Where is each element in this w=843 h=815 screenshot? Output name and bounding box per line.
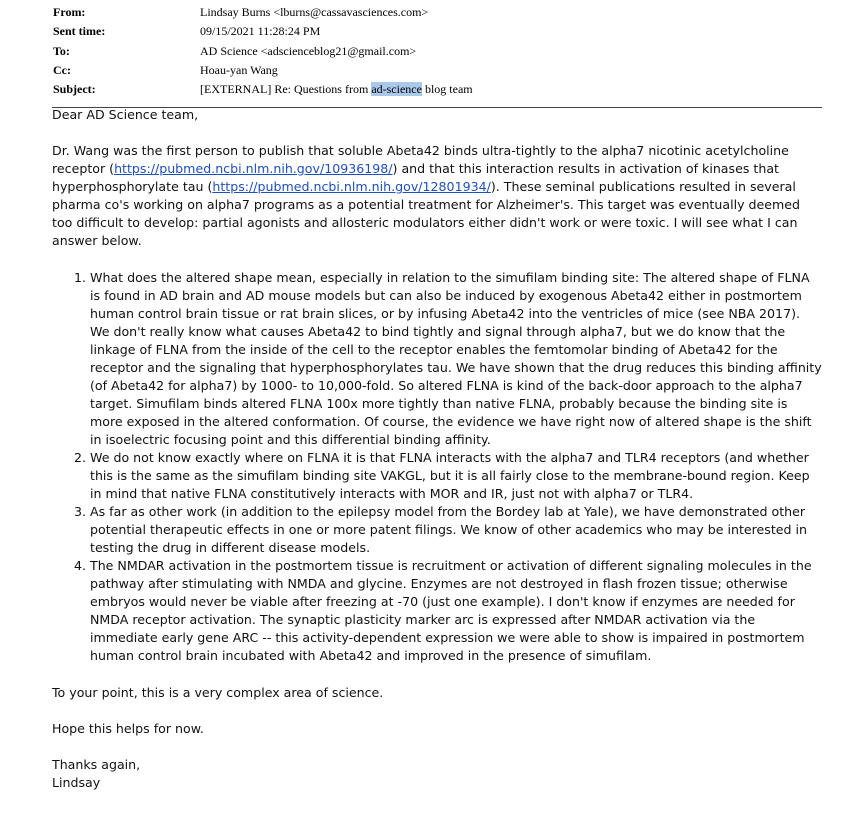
intro-text-2: ) and that this interaction results in activation of kinases that hyperphosphorylate tau ( — [52, 161, 779, 194]
to-label: To: — [53, 43, 70, 58]
closing-hope: Hope this helps for now. — [52, 721, 204, 736]
subject-prefix: [EXTERNAL] Re: Questions from — [200, 82, 372, 97]
list-item: 3. As far as other work (in addition to the epilepsy model from the Bordey lab at Yale), we have demonstrated other potential therapeutic effects in one or more patent filings. We know of other academics who may be interested in testing the drug in different disease models. — [90, 503, 822, 557]
subject-suffix: blog team — [421, 82, 473, 97]
intro-paragraph — [52, 142, 822, 250]
list-item: 4. The NMDAR activation in the postmortem tissue is recruitment or activation of different signaling molecules in the pathway after stimulating with NMDA and glycine. Enzymes are not destroyed in flash frozen tissue; otherwise embryos would never be viable after freezing at -70 (just one example). I don't know if enzymes are needed for NMDA receptor activation. The synaptic plasticity marker arc is expressed after NMDAR activation via the immediate early gene ARC -- this activity-dependent expression we were able to show is impaired in postmortem human control brain incubated with Abeta42 and improved in the presence of simufilam. — [90, 557, 822, 665]
email-header — [52, 5, 822, 101]
from-label: From: — [53, 5, 86, 19]
sent-time-value: 09/15/2021 11:28:24 PM — [200, 24, 321, 39]
from-value: Lindsay Burns <lburns@cassavasciences.com> — [200, 5, 429, 19]
sent-time-label: Sent time: — [53, 24, 106, 39]
answers-list — [52, 269, 822, 665]
cc-row — [52, 63, 822, 82]
subject-highlight: ad-science — [371, 82, 422, 97]
pubmed-link-1[interactable]: https://pubmed.ncbi.nlm.nih.gov/10936198/ — [114, 161, 393, 176]
email-body — [52, 106, 822, 792]
sent-time-row — [52, 24, 822, 43]
cc-label: Cc: — [53, 62, 71, 77]
subject-label: Subject: — [53, 82, 96, 97]
salutation: Dear AD Science team, — [52, 107, 199, 122]
signoff-thanks: Thanks again, — [52, 757, 141, 772]
closing-point: To your point, this is a very complex area of science. — [52, 685, 384, 700]
subject-row — [52, 82, 822, 101]
to-value: AD Science <adscienceblog21@gmail.com> — [200, 43, 417, 58]
from-row — [52, 5, 822, 24]
pubmed-link-2[interactable]: https://pubmed.ncbi.nlm.nih.gov/12801934/ — [212, 179, 491, 194]
subject-value — [200, 82, 473, 97]
list-item: 2. We do not know exactly where on FLNA it is that FLNA interacts with the alpha7 and TLR4 receptors (and whether this is the same as the simufilam binding site VAKGL, but it is all fairly close to the membrane-bound region. Keep in mind that native FLNA constitutively interacts with MOR and IR, just not with alpha7 or TLR4. — [90, 449, 822, 503]
intro-text-1: Dr. Wang was the first person to publish that soluble Abeta42 binds ultra-tightly to the alpha7 nicotinic acetylcholine receptor ( — [52, 143, 789, 176]
signoff-name: Lindsay — [52, 775, 101, 790]
to-row — [52, 44, 822, 63]
intro-text-3: ). These seminal publications resulted in several pharma co's working on alpha7 programs as a potential treatment for Alzheimer's. This target was eventually deemed too difficult to develop: partial agonists and allosteric modulators either didn't work or were toxic. I will see what I can answer below. — [52, 179, 801, 248]
list-item: 1. What does the altered shape mean, especially in relation to the simufilam binding site: The altered shape of FLNA is found in AD brain and AD mouse models but can also be induced by exogenous Abeta42 either in postmortem human control brain tissue or rat brain slices, or by infusing Abeta42 into the ventricles of mice (see NBA 2017). We don't really know what causes Abeta42 to bind tightly and signal through alpha7, but we do know that the linkage of FLNA from the inside of the cell to the receptor enables the femtomolar binding of Abeta42 for the receptor and the signaling that hyperphosphorylates tau. We have shown that the drug reduces this binding affinity (of Abeta42 for alpha7) by 1000- to 10,000-fold. So altered FLNA is kind of the back-door approach to the alpha7 target. Simufilam binds altered FLNA 100x more tightly than native FLNA, probably because the binding site is more exposed in the altered conformation. Of course, the evidence we have right now of altered shape is the shift in isoelectric focusing point and this differential binding affinity. — [90, 269, 822, 449]
cc-value: Hoau-yan Wang — [200, 62, 278, 77]
